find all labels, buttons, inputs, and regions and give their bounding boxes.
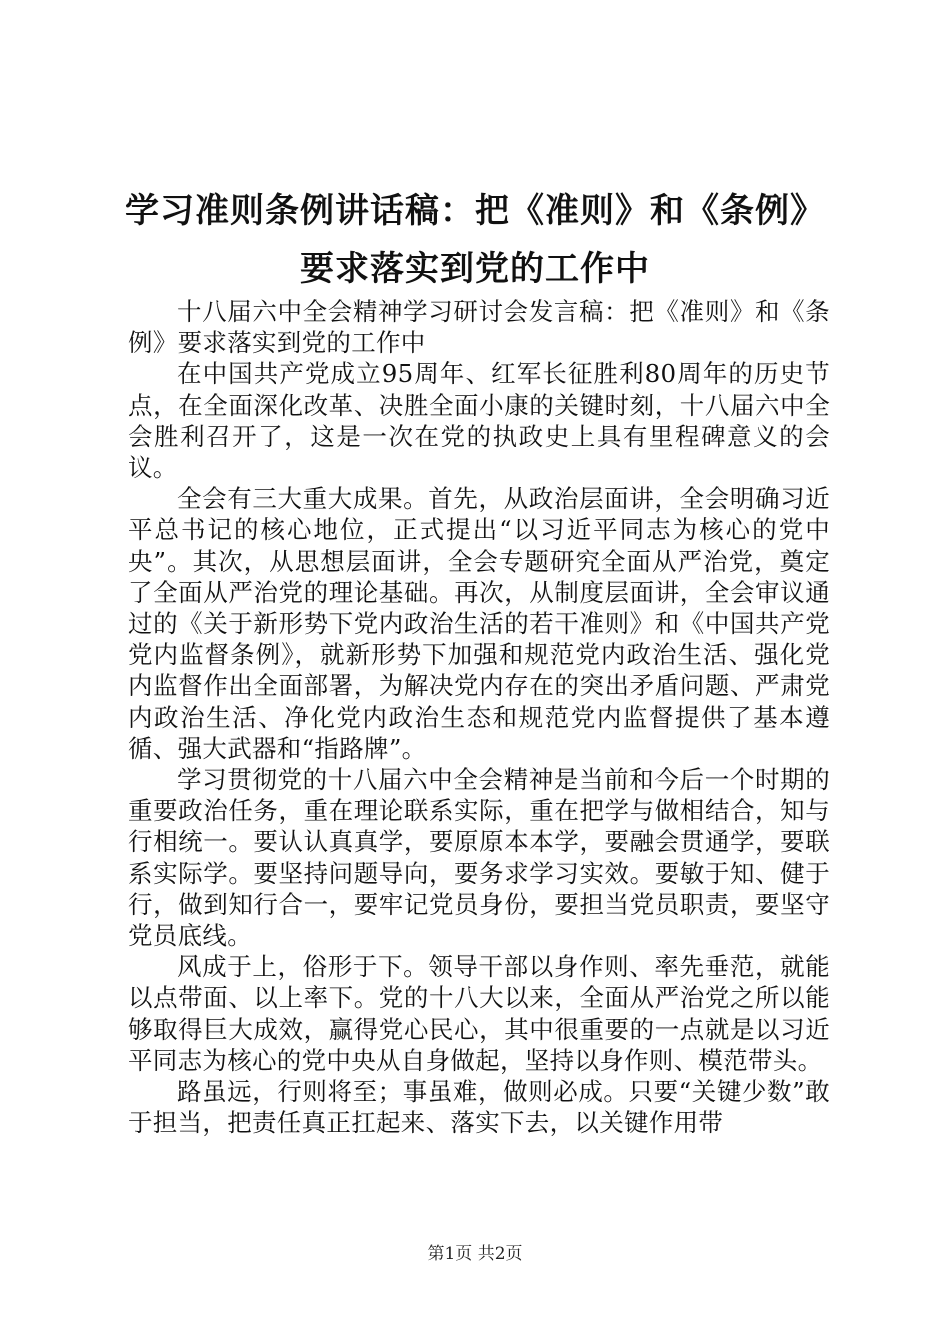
paragraph: 学习贯彻党的十八届六中全会精神是当前和今后一个时期的重要政治任务，重在理论联系实际，重在把学与做相结合，知与行相统一。要认认真真学，要原原本本学，要融会贯通学，要联系实际学。要坚持问题导向，要务求学习实效。要敏于知、健于行，做到知行合一，要牢记党员身份，要担当党员职责，要坚守党员底线。	[128, 765, 830, 951]
title-line-2: 要求落实到党的工作中	[300, 249, 650, 289]
paragraph: 风成于上，俗形于下。领导干部以身作则、率先垂范，就能以点带面、以上率下。党的十八大以来，全面从严治党之所以能够取得巨大成效，赢得党心民心，其中很重要的一点就是以习近平同志为核心的党中央从自身做起，坚持以身作则、模范带头。	[128, 952, 830, 1075]
document-body	[128, 296, 830, 1156]
paragraph: 路虽远，行则将至；事虽难，做则必成。只要“关键少数”敢于担当，把责任真正扛起来、落实下去，以关键作用带	[128, 1077, 830, 1138]
paragraph-subtitle: 十八届六中全会精神学习研讨会发言稿：把《准则》和《条例》要求落实到党的工作中	[128, 297, 830, 358]
page-number-footer: 第1页 共2页	[427, 1244, 523, 1264]
document-title	[110, 182, 840, 298]
paragraph: 在中国共产党成立95周年、红军长征胜利80周年的历史节点，在全面深化改革、决胜全面小康的关键时刻，十八届六中全会胜利召开了，这是一次在党的执政史上具有里程碑意义的会议。	[128, 359, 830, 483]
title-line-1: 学习准则条例讲话稿：把《准则》和《条例》	[125, 191, 825, 231]
paragraph: 全会有三大重大成果。首先，从政治层面讲，全会明确习近平总书记的核心地位，正式提出“以习近平同志为核心的党中央”。其次，从思想层面讲，全会专题研究全面从严治党，奠定了全面从严治党的理论基础。再次，从制度层面讲，全会审议通过的《关于新形势下党内政治生活的若干准则》和《中国共产党党内监督条例》，就新形势下加强和规范党内政治生活、强化党内监督作出全面部署，为解决党内存在的突出矛盾问题、严肃党内政治生活、净化党内政治生态和规范党内监督提供了基本遵循、强大武器和“指路牌”。	[128, 484, 830, 763]
